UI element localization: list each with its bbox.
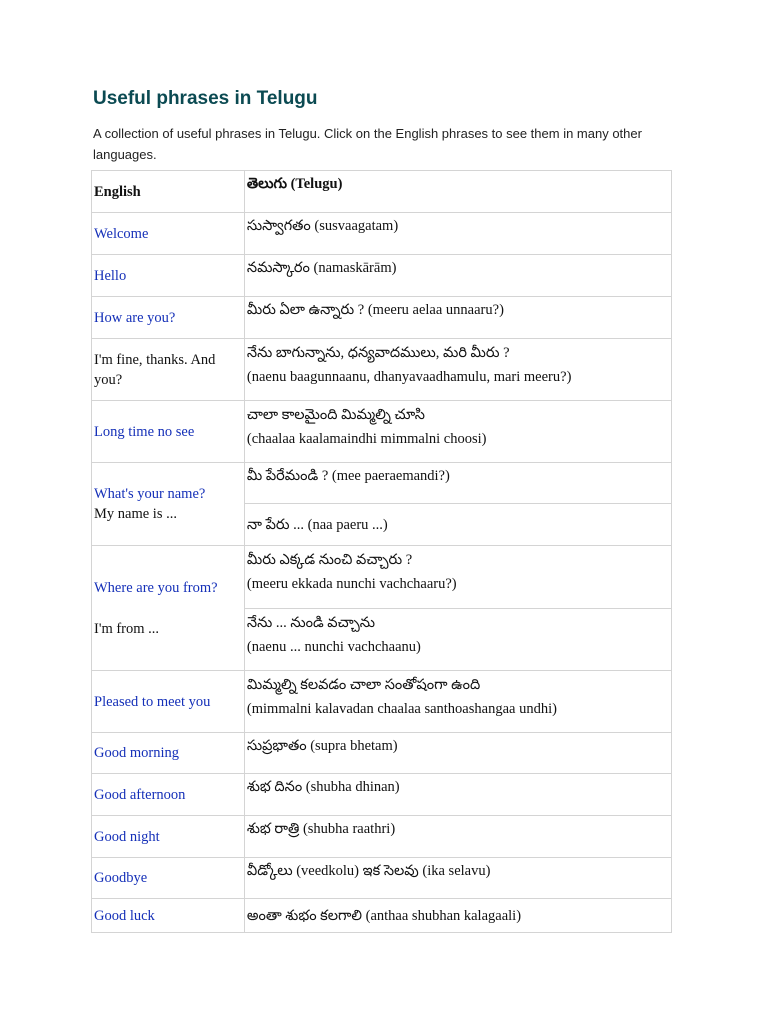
telugu-cell [244,816,671,858]
telugu-text: చాలా కాలమైంది మిమ్మల్ని చూసి [246,407,425,423]
table-header-row [92,171,672,213]
telugu-romanization: (meeru ekkada nunchi vachchaaru?) [246,576,457,592]
table-row [92,858,672,899]
phrase-link-good-morning[interactable]: Good morning [94,745,179,761]
telugu-cell [244,608,671,671]
telugu-romanization: (naenu baagunnaanu, dhanyavaadhamulu, mari meeru?) [246,369,572,385]
telugu-cell [244,546,671,609]
telugu-cell [244,733,671,774]
english-cell [92,858,245,899]
telugu-text: శుభ రాత్రి (shubha raathri) [246,821,396,837]
telugu-romanization: (chaalaa kaalamaindhi mimmalni choosi) [246,431,487,447]
telugu-cell [244,858,671,899]
table-row [92,213,672,255]
page-title: Useful phrases in Telugu [93,88,318,109]
telugu-text: మీ పేరేమండి ? (mee paeraemandi?) [246,468,450,484]
phrase-link-good-luck[interactable]: Good luck [94,907,155,924]
intro-paragraph: A collection of useful phrases in Telugu. Click on the English phrases to see them in many other languages. [93,126,642,162]
phrases-table [91,170,672,933]
telugu-text: సుస్వాగతం (susvaagatam) [246,218,399,234]
english-cell [92,255,245,297]
table-row [92,671,672,733]
telugu-cell [244,255,671,297]
table-row [92,401,672,463]
phrase-link-good-afternoon[interactable]: Good afternoon [94,786,186,803]
phrase-link-where-are-you-from[interactable]: Where are you from? [94,579,218,596]
english-cell [92,816,245,858]
phrase-link-hello[interactable]: Hello [94,267,127,284]
english-cell [92,463,245,546]
phrase-link-welcome[interactable]: Welcome [94,225,149,242]
header-telugu: తెలుగు (Telugu) [246,176,343,192]
telugu-text: నేను బాగున్నాను, ధన్యవాదములు, మరి మీరు ? [246,345,510,361]
phrase-im-fine: I'm fine, thanks. And you? [94,351,216,388]
phrase-im-from: I'm from ... [94,620,160,637]
english-cell [92,671,245,733]
table-row [92,899,672,933]
telugu-text: మిమ్మల్ని కలవడం చాలా సంతోషంగా ఉంది [246,677,481,693]
table-row [92,774,672,816]
phrase-my-name-is: My name is ... [94,506,177,522]
phrase-link-goodbye[interactable]: Goodbye [94,870,148,886]
english-cell [92,899,245,933]
table-row [92,297,672,339]
english-cell [92,213,245,255]
telugu-text: మీరు ఎక్కడ నుంచి వచ్చారు ? [246,552,413,568]
phrase-link-how-are-you[interactable]: How are you? [94,309,176,326]
phrase-link-long-time[interactable]: Long time no see [94,423,195,440]
telugu-cell [244,504,671,546]
telugu-cell [244,401,671,463]
english-cell [92,297,245,339]
telugu-cell [244,463,671,504]
telugu-cell [244,297,671,339]
phrase-link-whats-your-name[interactable]: What's your name? [94,486,206,502]
telugu-text: శుభ దినం (shubha dhinan) [246,779,400,795]
telugu-cell [244,671,671,733]
header-telugu-cell [244,171,671,213]
telugu-romanization: (naenu ... nunchi vachchaanu) [246,638,421,655]
telugu-text: మీరు ఏలా ఉన్నారు ? (meeru aelaa unnaaru?) [246,302,504,318]
table-row [92,546,672,609]
telugu-text: వీడ్కోలు (veedkolu) ఇక సెలవు (ika selavu) [246,863,491,879]
table-row [92,255,672,297]
phrase-link-pleased-to-meet-you[interactable]: Pleased to meet you [94,693,211,710]
telugu-cell [244,339,671,401]
english-cell [92,401,245,463]
header-english: English [94,183,141,200]
header-english-cell [92,171,245,213]
telugu-text: నేను ... నుండి వచ్చాను [246,614,375,631]
telugu-cell [244,213,671,255]
table-row [92,463,672,504]
english-cell [92,774,245,816]
english-cell [92,339,245,401]
english-cell [92,546,245,671]
table-row [92,816,672,858]
table-row [92,339,672,401]
telugu-cell [244,899,671,933]
telugu-text: నమస్కారం (namaskārām) [246,260,397,276]
telugu-text: నా పేరు ... (naa paeru ...) [246,516,388,533]
phrase-link-good-night[interactable]: Good night [94,828,160,845]
telugu-text: సుప్రభాతం (supra bhetam) [246,738,398,754]
telugu-text: అంతా శుభం కలగాలి (anthaa shubhan kalagaali) [246,907,522,924]
english-cell [92,733,245,774]
telugu-cell [244,774,671,816]
table-row [92,733,672,774]
telugu-romanization: (mimmalni kalavadan chaalaa santhoashangaa undhi) [246,701,557,717]
